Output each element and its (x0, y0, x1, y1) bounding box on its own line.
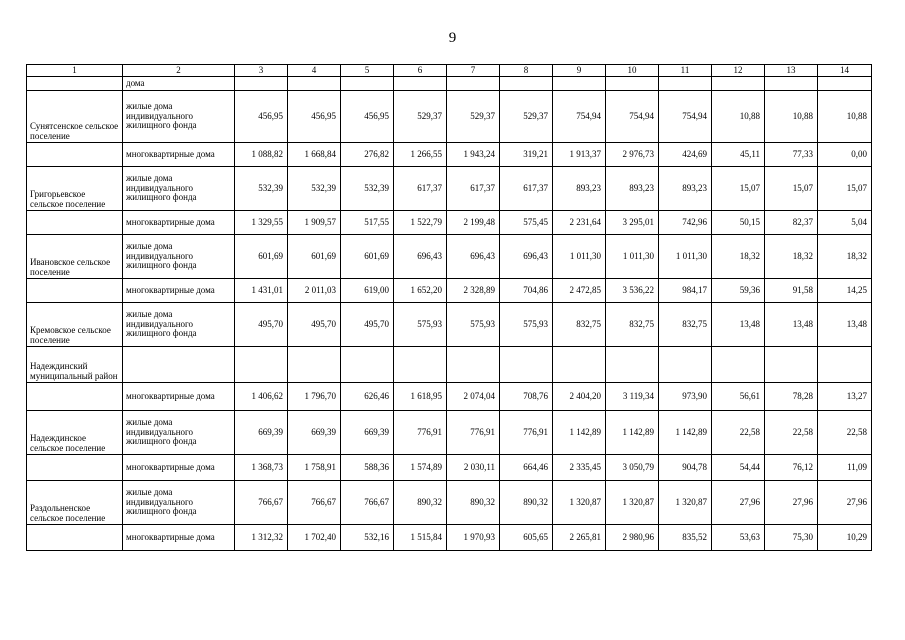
value-cell-col-9 (553, 77, 606, 91)
table-row (27, 383, 872, 411)
value-cell-col-9: 1 913,37 (553, 143, 606, 167)
value-cell-col-10: 3 295,01 (606, 211, 659, 235)
value-cell-col-13: 27,96 (765, 481, 818, 525)
column-number-5: 5 (341, 65, 394, 77)
value-cell-col-9: 1 320,87 (553, 481, 606, 525)
value-cell-col-8: 664,46 (500, 455, 553, 481)
page-number: 9 (448, 30, 457, 46)
value-cell-col-4 (288, 77, 341, 91)
value-cell-col-7: 890,32 (447, 481, 500, 525)
value-cell-col-11: 835,52 (659, 525, 712, 551)
value-cell-col-14: 27,96 (818, 481, 872, 525)
table-row (27, 525, 872, 551)
housing-type-cell: жилые дома индивидуального жилищного фонда (123, 167, 235, 211)
settlement-name-cell (27, 77, 123, 91)
value-cell-col-12: 18,32 (712, 235, 765, 279)
column-number-14: 14 (818, 65, 872, 77)
value-cell-col-9: 2 265,81 (553, 525, 606, 551)
value-cell-col-11: 1 142,89 (659, 411, 712, 455)
settlement-name-cell: Григорьевское сельское поселение (27, 167, 123, 211)
value-cell-col-11 (659, 77, 712, 91)
table-row (27, 303, 872, 347)
value-cell-col-6 (394, 347, 447, 383)
value-cell-col-13 (765, 347, 818, 383)
value-cell-col-13: 10,88 (765, 91, 818, 143)
value-cell-col-11: 984,17 (659, 279, 712, 303)
settlement-name-cell: Ивановское сельское поселение (27, 235, 123, 279)
value-cell-col-8: 708,76 (500, 383, 553, 411)
value-cell-col-5: 626,46 (341, 383, 394, 411)
value-cell-col-6: 1 515,84 (394, 525, 447, 551)
value-cell-col-7: 2 199,48 (447, 211, 500, 235)
value-cell-col-11: 832,75 (659, 303, 712, 347)
column-number-13: 13 (765, 65, 818, 77)
value-cell-col-13: 75,30 (765, 525, 818, 551)
column-number-9: 9 (553, 65, 606, 77)
value-cell-col-4: 1 758,91 (288, 455, 341, 481)
value-cell-col-3: 495,70 (235, 303, 288, 347)
value-cell-col-8 (500, 347, 553, 383)
value-cell-col-10 (606, 77, 659, 91)
value-cell-col-9: 2 335,45 (553, 455, 606, 481)
value-cell-col-7: 529,37 (447, 91, 500, 143)
table-row (27, 347, 872, 383)
value-cell-col-8: 890,32 (500, 481, 553, 525)
value-cell-col-14: 18,32 (818, 235, 872, 279)
value-cell-col-11: 424,69 (659, 143, 712, 167)
value-cell-col-11 (659, 347, 712, 383)
value-cell-col-8: 529,37 (500, 91, 553, 143)
housing-type-cell: жилые дома индивидуального жилищного фонда (123, 235, 235, 279)
value-cell-col-6 (394, 77, 447, 91)
value-cell-col-14: 11,09 (818, 455, 872, 481)
value-cell-col-13: 78,28 (765, 383, 818, 411)
value-cell-col-11: 904,78 (659, 455, 712, 481)
value-cell-col-8: 605,65 (500, 525, 553, 551)
value-cell-col-3: 532,39 (235, 167, 288, 211)
column-number-8: 8 (500, 65, 553, 77)
value-cell-col-9: 893,23 (553, 167, 606, 211)
value-cell-col-14 (818, 77, 872, 91)
value-cell-col-10: 832,75 (606, 303, 659, 347)
value-cell-col-7: 1 970,93 (447, 525, 500, 551)
value-cell-col-10: 3 050,79 (606, 455, 659, 481)
value-cell-col-3: 669,39 (235, 411, 288, 455)
value-cell-col-5: 532,16 (341, 525, 394, 551)
value-cell-col-6: 696,43 (394, 235, 447, 279)
settlement-name-cell (27, 143, 123, 167)
settlement-name-cell: Надеждинское сельское поселение (27, 411, 123, 455)
housing-type-cell: многоквартирные дома (123, 143, 235, 167)
value-cell-col-10: 3 536,22 (606, 279, 659, 303)
value-cell-col-12: 45,11 (712, 143, 765, 167)
housing-type-cell: жилые дома индивидуального жилищного фонда (123, 481, 235, 525)
value-cell-col-4 (288, 347, 341, 383)
value-cell-col-5: 619,00 (341, 279, 394, 303)
value-cell-col-14: 5,04 (818, 211, 872, 235)
settlement-name-cell: Сунятсенское сельское поселение (27, 91, 123, 143)
value-cell-col-9 (553, 347, 606, 383)
value-cell-col-10: 2 976,73 (606, 143, 659, 167)
value-cell-col-13: 76,12 (765, 455, 818, 481)
value-cell-col-10: 1 320,87 (606, 481, 659, 525)
value-cell-col-7: 2 074,04 (447, 383, 500, 411)
housing-type-cell: многоквартирные дома (123, 383, 235, 411)
value-cell-col-9: 832,75 (553, 303, 606, 347)
value-cell-col-8: 704,86 (500, 279, 553, 303)
value-cell-col-5: 276,82 (341, 143, 394, 167)
value-cell-col-12: 53,63 (712, 525, 765, 551)
value-cell-col-13: 15,07 (765, 167, 818, 211)
value-cell-col-11: 754,94 (659, 91, 712, 143)
value-cell-col-5: 601,69 (341, 235, 394, 279)
value-cell-col-6: 575,93 (394, 303, 447, 347)
value-cell-col-7: 2 030,11 (447, 455, 500, 481)
table-body (27, 65, 872, 551)
housing-type-cell: жилые дома индивидуального жилищного фонда (123, 91, 235, 143)
value-cell-col-8: 575,45 (500, 211, 553, 235)
value-cell-col-11: 893,23 (659, 167, 712, 211)
value-cell-col-9: 2 404,20 (553, 383, 606, 411)
value-cell-col-12: 56,61 (712, 383, 765, 411)
column-number-4: 4 (288, 65, 341, 77)
value-cell-col-6: 776,91 (394, 411, 447, 455)
housing-type-cell: жилые дома индивидуального жилищного фонда (123, 303, 235, 347)
settlement-name-cell (27, 211, 123, 235)
value-cell-col-13: 82,37 (765, 211, 818, 235)
settlement-name-cell: Кремовское сельское поселение (27, 303, 123, 347)
value-cell-col-8: 319,21 (500, 143, 553, 167)
value-cell-col-13: 18,32 (765, 235, 818, 279)
value-cell-col-9: 2 472,85 (553, 279, 606, 303)
table-row (27, 143, 872, 167)
value-cell-col-14 (818, 347, 872, 383)
value-cell-col-10: 1 142,89 (606, 411, 659, 455)
value-cell-col-10: 3 119,34 (606, 383, 659, 411)
value-cell-col-6: 529,37 (394, 91, 447, 143)
column-number-11: 11 (659, 65, 712, 77)
value-cell-col-6: 1 266,55 (394, 143, 447, 167)
value-cell-col-8: 696,43 (500, 235, 553, 279)
value-cell-col-7: 1 943,24 (447, 143, 500, 167)
column-number-1: 1 (27, 65, 123, 77)
value-cell-col-12: 22,58 (712, 411, 765, 455)
value-cell-col-5: 495,70 (341, 303, 394, 347)
settlement-name-cell (27, 455, 123, 481)
value-cell-col-3: 1 368,73 (235, 455, 288, 481)
table-row (27, 481, 872, 525)
value-cell-col-9: 1 142,89 (553, 411, 606, 455)
value-cell-col-3: 1 406,62 (235, 383, 288, 411)
value-cell-col-4: 2 011,03 (288, 279, 341, 303)
value-cell-col-3: 456,95 (235, 91, 288, 143)
column-number-7: 7 (447, 65, 500, 77)
settlement-name-cell (27, 383, 123, 411)
value-cell-col-14: 13,48 (818, 303, 872, 347)
value-cell-col-12: 54,44 (712, 455, 765, 481)
table-row (27, 77, 872, 91)
value-cell-col-4: 456,95 (288, 91, 341, 143)
value-cell-col-6: 1 652,20 (394, 279, 447, 303)
value-cell-col-14: 15,07 (818, 167, 872, 211)
value-cell-col-11: 973,90 (659, 383, 712, 411)
table-row (27, 411, 872, 455)
value-cell-col-12: 15,07 (712, 167, 765, 211)
value-cell-col-12: 10,88 (712, 91, 765, 143)
value-cell-col-10: 893,23 (606, 167, 659, 211)
value-cell-col-6: 1 574,89 (394, 455, 447, 481)
value-cell-col-7: 776,91 (447, 411, 500, 455)
value-cell-col-3: 1 088,82 (235, 143, 288, 167)
value-cell-col-3: 1 329,55 (235, 211, 288, 235)
value-cell-col-14: 13,27 (818, 383, 872, 411)
value-cell-col-12 (712, 347, 765, 383)
value-cell-col-8: 617,37 (500, 167, 553, 211)
value-cell-col-4: 532,39 (288, 167, 341, 211)
value-cell-col-13: 22,58 (765, 411, 818, 455)
value-cell-col-8: 575,93 (500, 303, 553, 347)
value-cell-col-12: 50,15 (712, 211, 765, 235)
value-cell-col-7: 617,37 (447, 167, 500, 211)
value-cell-col-11: 1 011,30 (659, 235, 712, 279)
value-cell-col-4: 1 796,70 (288, 383, 341, 411)
value-cell-col-4: 669,39 (288, 411, 341, 455)
value-cell-col-6: 1 522,79 (394, 211, 447, 235)
value-cell-col-6: 890,32 (394, 481, 447, 525)
settlement-name-cell: Надеждинский муниципальный район (27, 347, 123, 383)
housing-type-cell: дома (123, 77, 235, 91)
value-cell-col-3 (235, 347, 288, 383)
table-row (27, 91, 872, 143)
value-cell-col-7 (447, 347, 500, 383)
value-cell-col-5: 532,39 (341, 167, 394, 211)
value-cell-col-4: 1 702,40 (288, 525, 341, 551)
value-cell-col-10 (606, 347, 659, 383)
column-number-3: 3 (235, 65, 288, 77)
value-cell-col-5: 588,36 (341, 455, 394, 481)
value-cell-col-6: 1 618,95 (394, 383, 447, 411)
value-cell-col-12: 27,96 (712, 481, 765, 525)
value-cell-col-3: 1 431,01 (235, 279, 288, 303)
value-cell-col-4: 1 909,57 (288, 211, 341, 235)
value-cell-col-3 (235, 77, 288, 91)
value-cell-col-11: 742,96 (659, 211, 712, 235)
value-cell-col-10: 754,94 (606, 91, 659, 143)
column-number-6: 6 (394, 65, 447, 77)
column-number-2: 2 (123, 65, 235, 77)
settlement-name-cell: Раздольненское сельское поселение (27, 481, 123, 525)
value-cell-col-8 (500, 77, 553, 91)
value-cell-col-12: 59,36 (712, 279, 765, 303)
value-cell-col-5: 517,55 (341, 211, 394, 235)
value-cell-col-12: 13,48 (712, 303, 765, 347)
housing-type-cell (123, 347, 235, 383)
value-cell-col-11: 1 320,87 (659, 481, 712, 525)
value-cell-col-5 (341, 347, 394, 383)
table-row (27, 235, 872, 279)
value-cell-col-5: 456,95 (341, 91, 394, 143)
value-cell-col-5 (341, 77, 394, 91)
value-cell-col-14: 14,25 (818, 279, 872, 303)
value-cell-col-5: 766,67 (341, 481, 394, 525)
value-cell-col-5: 669,39 (341, 411, 394, 455)
housing-type-cell: многоквартирные дома (123, 279, 235, 303)
value-cell-col-4: 601,69 (288, 235, 341, 279)
settlement-name-cell (27, 279, 123, 303)
value-cell-col-7: 2 328,89 (447, 279, 500, 303)
column-number-row (27, 65, 872, 77)
settlement-name-cell (27, 525, 123, 551)
value-cell-col-4: 766,67 (288, 481, 341, 525)
value-cell-col-3: 1 312,32 (235, 525, 288, 551)
value-cell-col-14: 10,88 (818, 91, 872, 143)
value-cell-col-14: 10,29 (818, 525, 872, 551)
table-row (27, 279, 872, 303)
value-cell-col-4: 1 668,84 (288, 143, 341, 167)
value-cell-col-13: 91,58 (765, 279, 818, 303)
value-cell-col-3: 601,69 (235, 235, 288, 279)
table-row (27, 167, 872, 211)
table-row (27, 211, 872, 235)
value-cell-col-10: 1 011,30 (606, 235, 659, 279)
value-cell-col-10: 2 980,96 (606, 525, 659, 551)
column-number-10: 10 (606, 65, 659, 77)
value-cell-col-14: 0,00 (818, 143, 872, 167)
value-cell-col-12 (712, 77, 765, 91)
tariff-table (26, 64, 872, 551)
value-cell-col-6: 617,37 (394, 167, 447, 211)
housing-type-cell: многоквартирные дома (123, 525, 235, 551)
value-cell-col-8: 776,91 (500, 411, 553, 455)
value-cell-col-7: 696,43 (447, 235, 500, 279)
value-cell-col-7 (447, 77, 500, 91)
value-cell-col-3: 766,67 (235, 481, 288, 525)
value-cell-col-9: 2 231,64 (553, 211, 606, 235)
column-number-12: 12 (712, 65, 765, 77)
housing-type-cell: жилые дома индивидуального жилищного фонда (123, 411, 235, 455)
value-cell-col-9: 754,94 (553, 91, 606, 143)
value-cell-col-9: 1 011,30 (553, 235, 606, 279)
value-cell-col-14: 22,58 (818, 411, 872, 455)
housing-type-cell: многоквартирные дома (123, 211, 235, 235)
housing-type-cell: многоквартирные дома (123, 455, 235, 481)
value-cell-col-4: 495,70 (288, 303, 341, 347)
value-cell-col-13: 77,33 (765, 143, 818, 167)
value-cell-col-7: 575,93 (447, 303, 500, 347)
value-cell-col-13 (765, 77, 818, 91)
value-cell-col-13: 13,48 (765, 303, 818, 347)
table-row (27, 455, 872, 481)
